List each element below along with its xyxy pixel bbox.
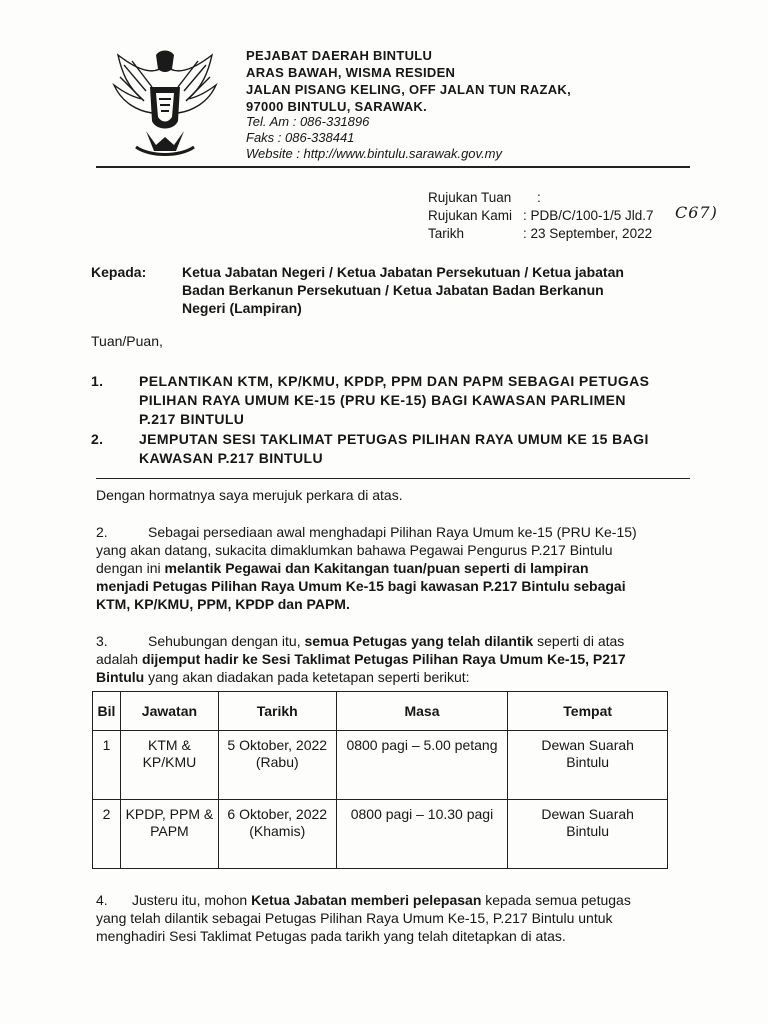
rujukan-kami-value: : PDB/C/100-1/5 Jld.7 <box>523 208 654 223</box>
salutation: Tuan/Puan, <box>91 333 163 349</box>
subject-2-line-2: KAWASAN P.217 BINTULU <box>139 450 323 466</box>
cell-tarikh <box>218 800 336 869</box>
paragraph-2-line-2: yang akan datang, sukacita dimaklumkan bahawa Pegawai Pengurus P.217 Bintulu <box>96 542 613 558</box>
subject-1-line-1: PELANTIKAN KTM, KP/KMU, KPDP, PPM DAN PAPM SEBAGAI PETUGAS <box>139 373 650 389</box>
tarikh-line-1: 5 Oktober, 2022 <box>227 737 328 753</box>
subject-2-line-1: JEMPUTAN SESI TAKLIMAT PETUGAS PILIHAN RAYA UMUM KE 15 BAGI <box>139 431 649 447</box>
header-bil: Bil <box>93 692 121 731</box>
paragraph-2-line-4: menjadi Petugas Pilihan Raya Umum Ke-15 bagi kawasan P.217 Bintulu sebagai <box>96 578 626 594</box>
tarikh-line-1: 6 Oktober, 2022 <box>227 806 328 822</box>
office-name: PEJABAT DAERAH BINTULU <box>246 48 433 63</box>
subject-1-number: 1. <box>91 373 104 389</box>
addressee-line-3: Negeri (Lampiran) <box>182 300 302 316</box>
tempat-line-2: Bintulu <box>566 754 610 770</box>
cell-bil: 1 <box>93 731 121 800</box>
address-line-2: ARAS BAWAH, WISMA RESIDEN <box>246 65 456 80</box>
paragraph-3-bold-c: Bintulu <box>96 669 145 685</box>
paragraph-2-bold: melantik Pegawai dan Kakitangan tuan/puan seperti di lampiran <box>164 560 589 576</box>
website: Website : http://www.bintulu.sarawak.gov.my <box>246 146 503 161</box>
jawatan-line-2: KP/KMU <box>142 754 197 770</box>
addressee-line-1: Ketua Jabatan Negeri / Ketua Jabatan Persekutuan / Ketua jabatan <box>182 264 624 280</box>
paragraph-3-line-2 <box>96 651 626 668</box>
tempat-line-1: Dewan Suarah <box>541 806 634 822</box>
sarawak-crest-emblem <box>106 47 224 159</box>
paragraph-4-bold: Ketua Jabatan memberi pelepasan <box>251 892 482 908</box>
tempat-line-1: Dewan Suarah <box>541 737 634 753</box>
paragraph-4-text-a: Justeru itu, mohon <box>132 892 252 908</box>
tarikh-line-2: (Khamis) <box>249 823 306 839</box>
addressee-line-2: Badan Berkanun Persekutuan / Ketua Jabatan Badan Berkanun <box>182 282 604 298</box>
paragraph-4-text-b: kepada semua petugas <box>481 892 631 908</box>
paragraph-4-line-2: yang telah dilantik sebagai Petugas Pilihan Raya Umum Ke-15, P.217 Bintulu untuk <box>96 910 613 926</box>
cell-tarikh <box>218 731 336 800</box>
paragraph-4-line-3: menghadiri Sesi Taklimat Petugas pada tarikh yang telah ditetapkan di atas. <box>96 928 566 944</box>
address-line-3: JALAN PISANG KELING, OFF JALAN TUN RAZAK, <box>246 82 572 97</box>
rujukan-tuan-value: : <box>537 190 541 205</box>
cell-tempat <box>508 731 668 800</box>
cell-masa: 0800 pagi – 10.30 pagi <box>336 800 508 869</box>
paragraph-3-text-a: Sehubungan dengan itu, <box>148 633 305 649</box>
header-tarikh: Tarikh <box>218 692 336 731</box>
table-header-row <box>93 692 668 731</box>
paragraph-1: Dengan hormatnya saya merujuk perkara di atas. <box>96 487 403 503</box>
paragraph-4-line-1 <box>132 892 631 909</box>
header-masa: Masa <box>336 692 508 731</box>
header-divider <box>96 166 690 168</box>
rujukan-tuan-label: Rujukan Tuan <box>428 190 512 205</box>
paragraph-3-line-1 <box>148 633 624 650</box>
paragraph-3-bold-b: dijemput hadir ke Sesi Taklimat Petugas Pilihan Raya Umum Ke-15, P217 <box>141 651 626 667</box>
address-line-4: 97000 BINTULU, SARAWAK. <box>246 99 427 114</box>
cell-masa: 0800 pagi – 5.00 petang <box>336 731 508 800</box>
paragraph-2-text: dengan ini <box>96 560 165 576</box>
header-jawatan: Jawatan <box>120 692 218 731</box>
paragraph-3-number: 3. <box>96 633 108 649</box>
subject-1-line-3: P.217 BINTULU <box>139 411 245 427</box>
cell-jawatan <box>120 731 218 800</box>
header-tempat: Tempat <box>508 692 668 731</box>
paragraph-3-text-d: yang akan diadakan pada ketetapan seperti berikut: <box>144 669 470 685</box>
rujukan-kami-label: Rujukan Kami <box>428 208 513 223</box>
tarikh-label: Tarikh <box>428 226 465 241</box>
subject-divider <box>96 478 690 479</box>
subject-1-line-2: PILIHAN RAYA UMUM KE-15 (PRU KE-15) BAGI KAWASAN PARLIMEN <box>139 392 626 408</box>
briefing-schedule-table <box>92 691 668 869</box>
tempat-line-2: Bintulu <box>566 823 610 839</box>
jawatan-line-2: PAPM <box>150 823 189 839</box>
paragraph-3-bold-a: semua Petugas yang telah dilantik <box>304 633 534 649</box>
paragraph-3-line-3 <box>96 669 470 686</box>
cell-bil: 2 <box>93 800 121 869</box>
kepada-label: Kepada: <box>91 264 147 280</box>
table-row <box>93 800 668 869</box>
paragraph-4-number: 4. <box>96 892 108 908</box>
fax: Faks : 086-338441 <box>246 130 355 145</box>
handwritten-note: C67) <box>675 203 718 222</box>
cell-jawatan <box>120 800 218 869</box>
paragraph-3-text-c: adalah <box>96 651 142 667</box>
tarikh-value: : 23 September, 2022 <box>523 226 653 241</box>
paragraph-2-line-1: Sebagai persediaan awal menghadapi Pilihan Raya Umum ke-15 (PRU Ke-15) <box>148 524 637 540</box>
paragraph-2-line-3 <box>96 560 589 577</box>
jawatan-line-1: KPDP, PPM & <box>125 806 214 822</box>
paragraph-3-text-b: seperti di atas <box>533 633 625 649</box>
paragraph-2-number: 2. <box>96 524 108 540</box>
jawatan-line-1: KTM & <box>148 737 191 753</box>
subject-2-number: 2. <box>91 431 104 447</box>
cell-tempat <box>508 800 668 869</box>
telephone: Tel. Am : 086-331896 <box>246 114 370 129</box>
table-row <box>93 731 668 800</box>
tarikh-line-2: (Rabu) <box>255 754 299 770</box>
paragraph-2-line-5: KTM, KP/KMU, PPM, KPDP dan PAPM. <box>96 596 350 612</box>
